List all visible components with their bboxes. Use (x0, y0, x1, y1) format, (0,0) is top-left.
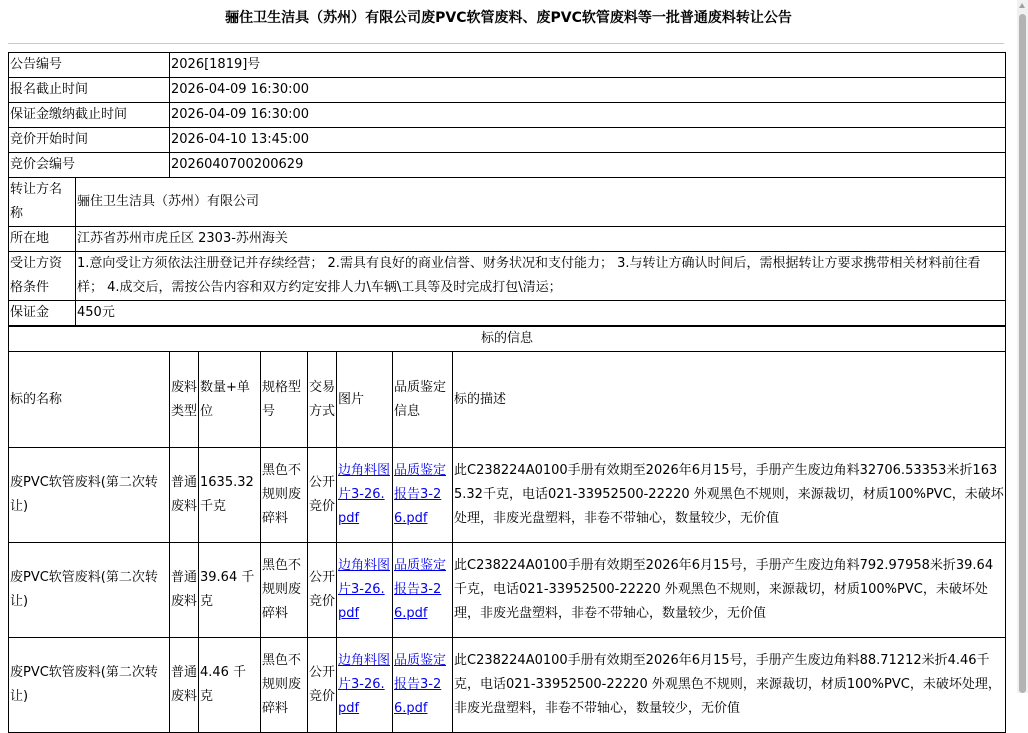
party-row-deposit (9, 301, 1006, 326)
scroll-up-arrow-icon[interactable] (1019, 3, 1025, 8)
col-header-spec: 规格型号 (261, 352, 308, 448)
scrollbar-thumb[interactable] (1019, 14, 1026, 693)
item-desc: 此C238224A0100手册有效期至2026年6月15号，手册产生废边角料792.97958米折39.64千克，电话021-33952500-22220 外观黑色不规则，来源裁切，材质100%PVC，未破坏处理，非废光盘塑料，非卷不带轴心，数量较少，无价值 (453, 543, 1006, 638)
item-image-cell (337, 638, 393, 733)
title-divider (8, 43, 1004, 44)
item-quality-cell (393, 638, 453, 733)
item-name: 废PVC软管废料(第二次转让) (9, 543, 170, 638)
item-name: 废PVC软管废料(第二次转让) (9, 638, 170, 733)
party-row-location (9, 227, 1006, 252)
table-row (9, 448, 1006, 543)
item-quality-cell (393, 543, 453, 638)
col-header-qty-unit: 数量+单位 (199, 352, 261, 448)
party-value: 450元 (76, 301, 1006, 326)
party-row-transferor-name (9, 178, 1006, 227)
vertical-scrollbar[interactable] (1017, 0, 1028, 693)
info-row-bidding-session-no (9, 153, 1006, 178)
info-value: 2026-04-09 16:30:00 (170, 78, 1006, 103)
col-header-trade-mode: 交易方式 (308, 352, 337, 448)
info-value: 2026040700200629 (170, 153, 1006, 178)
info-label: 竞价开始时间 (9, 128, 170, 153)
item-trade-mode: 公开竞价 (308, 448, 337, 543)
info-value: 2026[1819]号 (170, 53, 1006, 78)
info-label: 竞价会编号 (9, 153, 170, 178)
table-row (9, 638, 1006, 733)
info-row-announcement-no (9, 53, 1006, 78)
quality-report-link[interactable]: 品质鉴定报告3-26.pdf (394, 558, 447, 621)
col-header-quality: 品质鉴定信息 (393, 352, 453, 448)
item-spec: 黑色不规则废碎料 (261, 448, 308, 543)
items-table (8, 326, 1006, 733)
party-value: 骊住卫生洁具（苏州）有限公司 (76, 178, 1006, 227)
party-label: 保证金 (9, 301, 76, 326)
col-header-name: 标的名称 (9, 352, 170, 448)
table-row (9, 543, 1006, 638)
item-image-cell (337, 543, 393, 638)
quality-report-link[interactable]: 品质鉴定报告3-26.pdf (394, 653, 447, 716)
info-label: 公告编号 (9, 53, 170, 78)
party-row-qualification (9, 252, 1006, 301)
basic-info-table (8, 52, 1006, 178)
items-section-title: 标的信息 (9, 327, 1006, 352)
info-value: 2026-04-09 16:30:00 (170, 103, 1006, 128)
item-qty-unit: 4.46 千克 (199, 638, 261, 733)
item-waste-type: 普通废料 (170, 638, 199, 733)
info-row-registration-deadline (9, 78, 1006, 103)
item-desc: 此C238224A0100手册有效期至2026年6月15号，手册产生废边角料32706.53353米折1635.32千克，电话021-33952500-22220 外观黑色不规则，来源裁切，材质100%PVC，未破坏处理，非废光盘塑料，非卷不带轴心，数量较少，无价值 (453, 448, 1006, 543)
party-value: 江苏省苏州市虎丘区 2303-苏州海关 (76, 227, 1006, 252)
info-row-bidding-start (9, 128, 1006, 153)
party-label: 受让方资格条件 (9, 252, 76, 301)
items-header-row (9, 352, 1006, 448)
image-pdf-link[interactable]: 边角料图片3-26.pdf (338, 653, 391, 716)
info-value: 2026-04-10 13:45:00 (170, 128, 1006, 153)
info-label: 保证金缴纳截止时间 (9, 103, 170, 128)
info-row-deposit-deadline (9, 103, 1006, 128)
party-value: 1.意向受让方须依法注册登记并存续经营； 2.需具有良好的商业信誉、财务状况和支付能力； 3.与转让方确认时间后，需根据转让方要求携带相关材料前往看样； 4.成交后，需按公告内容和双方约定安排人力\车辆\工具等及时完成打包\清运； (76, 252, 1006, 301)
col-header-desc: 标的描述 (453, 352, 1006, 448)
item-desc: 此C238224A0100手册有效期至2026年6月15号，手册产生废边角料88.71212米折4.46千克，电话021-33952500-22220 外观黑色不规则，来源裁切，材质100%PVC，未破坏处理，非废光盘塑料，非卷不带轴心，数量较少，无价值 (453, 638, 1006, 733)
col-header-images: 图片 (337, 352, 393, 448)
info-label: 报名截止时间 (9, 78, 170, 103)
transferor-info-table (8, 177, 1006, 326)
image-pdf-link[interactable]: 边角料图片3-26.pdf (338, 463, 391, 526)
item-spec: 黑色不规则废碎料 (261, 638, 308, 733)
item-waste-type: 普通废料 (170, 543, 199, 638)
item-trade-mode: 公开竞价 (308, 543, 337, 638)
item-quality-cell (393, 448, 453, 543)
quality-report-link[interactable]: 品质鉴定报告3-26.pdf (394, 463, 447, 526)
page-title: 骊住卫生洁具（苏州）有限公司废PVC软管废料、废PVC软管废料等一批普通废料转让公告 (225, 10, 792, 26)
col-header-waste-type: 废料类型 (170, 352, 199, 448)
item-image-cell (337, 448, 393, 543)
item-trade-mode: 公开竞价 (308, 638, 337, 733)
party-label: 转让方名称 (9, 178, 76, 227)
image-pdf-link[interactable]: 边角料图片3-26.pdf (338, 558, 391, 621)
item-qty-unit: 39.64 千克 (199, 543, 261, 638)
item-name: 废PVC软管废料(第二次转让) (9, 448, 170, 543)
party-label: 所在地 (9, 227, 76, 252)
item-waste-type: 普通废料 (170, 448, 199, 543)
item-qty-unit: 1635.32千克 (199, 448, 261, 543)
items-section-header (9, 327, 1006, 352)
item-spec: 黑色不规则废碎料 (261, 543, 308, 638)
